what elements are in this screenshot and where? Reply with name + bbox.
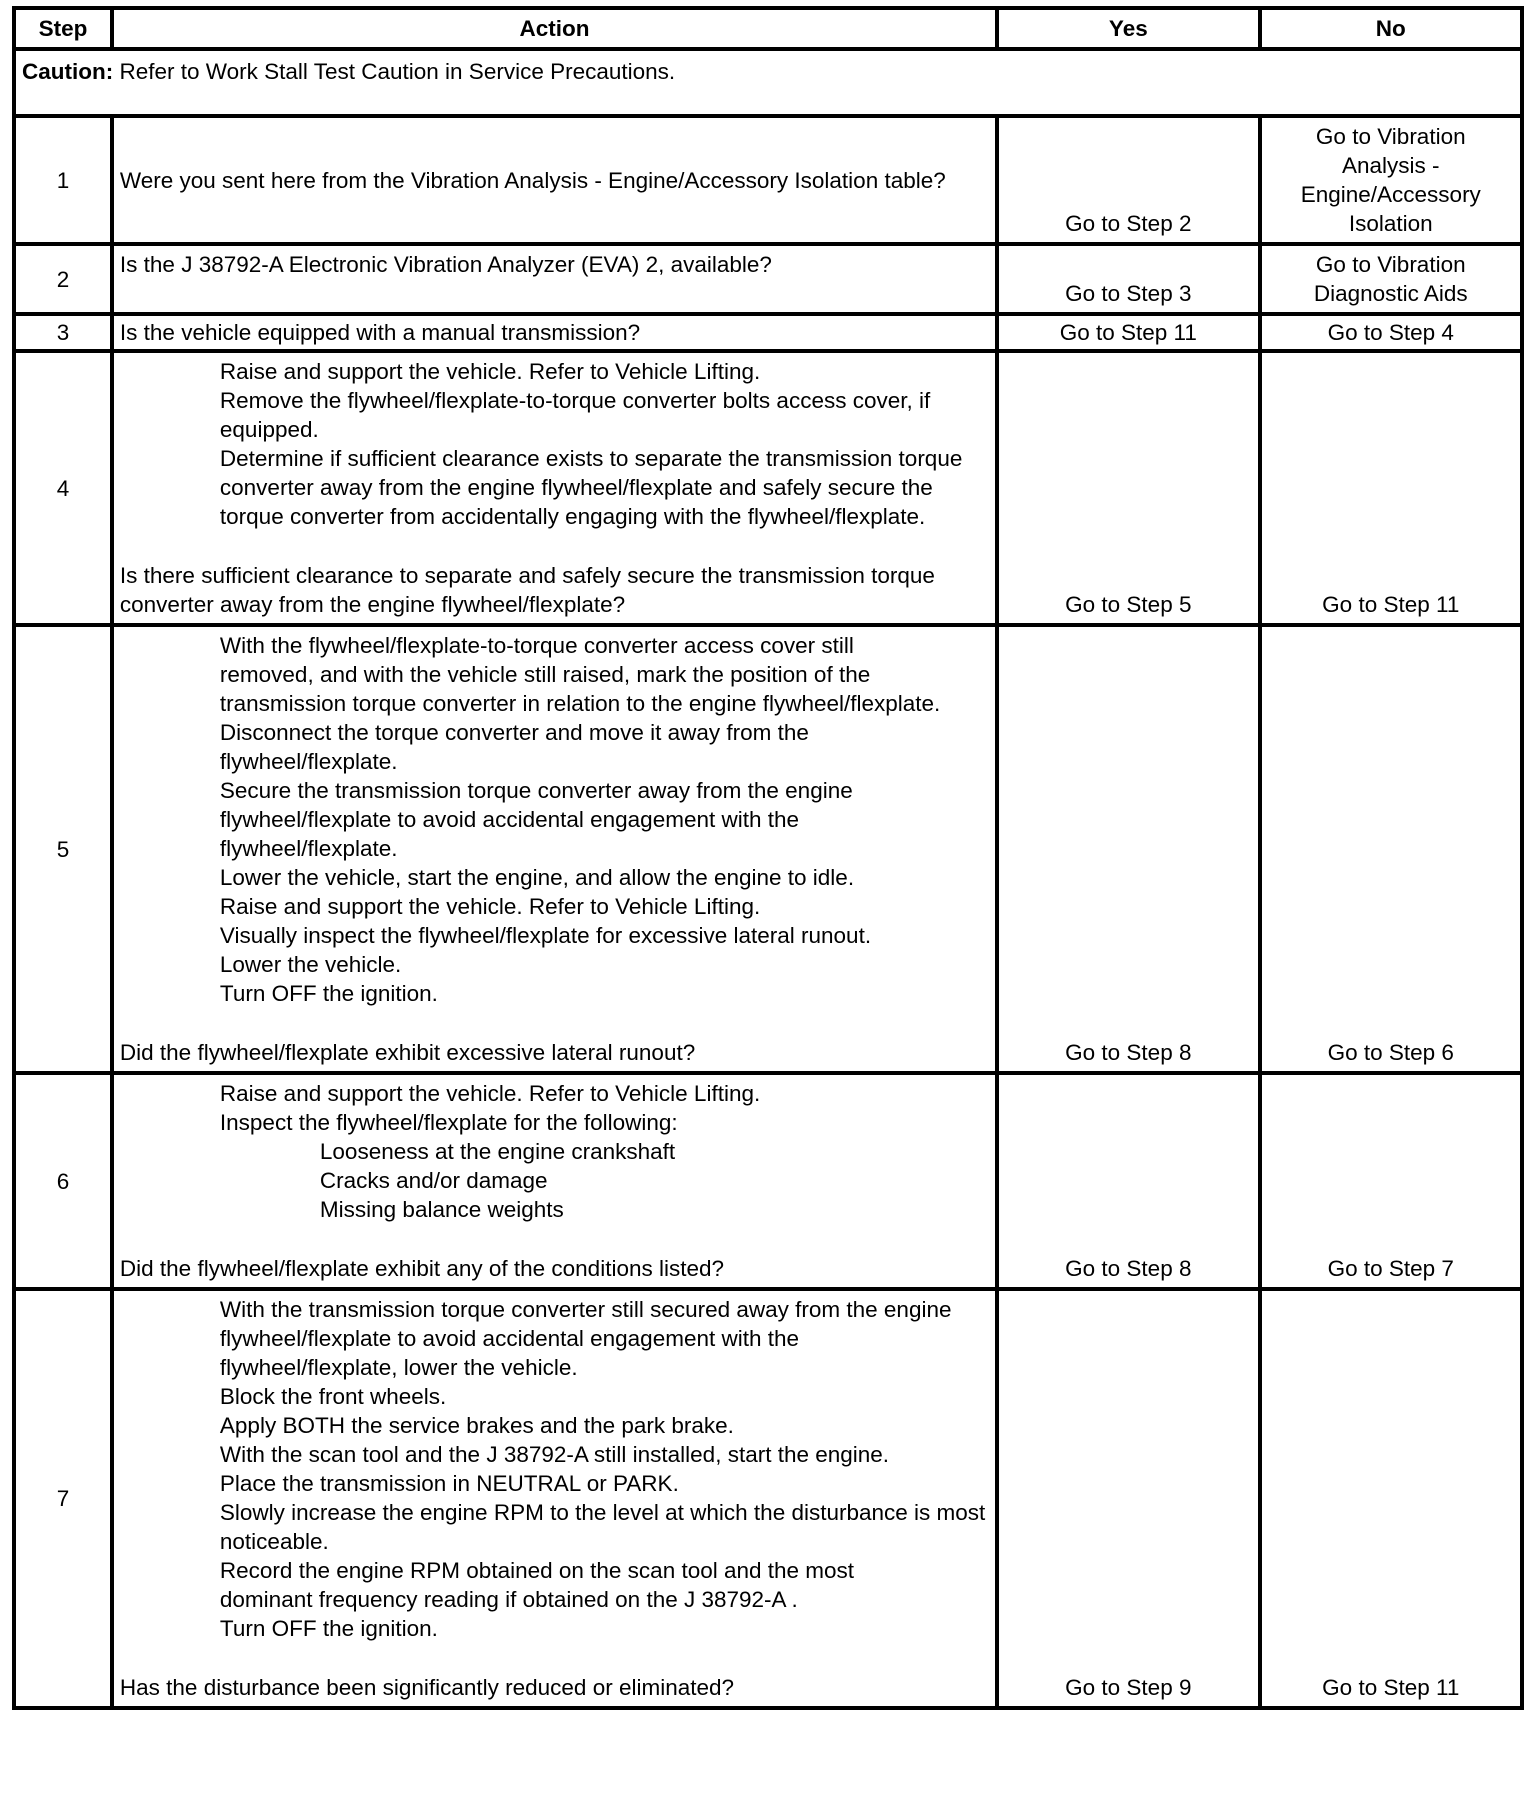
no-cell: Go to Step 11	[1260, 351, 1522, 625]
caution-row	[14, 49, 1522, 116]
instruction-item: Block the front wheels.	[219, 1384, 447, 1409]
instruction-item: Raise and support the vehicle. Refer to Vehicle Lifting.	[219, 894, 761, 919]
header-action: Action	[112, 8, 997, 49]
sub-item: Looseness at the engine crankshaft	[319, 1139, 676, 1164]
yes-cell: Go to Step 11	[997, 314, 1259, 351]
question-text: Did the flywheel/flexplate exhibit any of the conditions listed?	[119, 1256, 725, 1281]
instruction-item: With the flywheel/flexplate-to-torque converter access cover still removed, and with the vehicle still raised, mark the position of the transmission torque converter in relation to the engine flywheel/flexplate.	[219, 633, 941, 716]
action-cell	[112, 351, 997, 625]
action-cell	[112, 244, 997, 314]
header-step: Step	[14, 8, 112, 49]
sub-item: Cracks and/or damage	[319, 1168, 548, 1193]
instruction-item: Visually inspect the flywheel/flexplate for excessive lateral runout.	[219, 923, 872, 948]
yes-cell: Go to Step 3	[997, 244, 1259, 314]
caution-label: Caution:	[22, 59, 114, 84]
caution-text: Refer to Work Stall Test Caution in Service Precautions.	[113, 59, 676, 84]
action-cell	[112, 116, 997, 244]
table-row	[14, 1289, 1522, 1708]
caution-cell	[14, 49, 1522, 116]
instruction-item: With the transmission torque converter still secured away from the engine flywheel/flexplate to avoid accidental engagement with the flywheel/flexplate, lower the vehicle.	[219, 1297, 952, 1380]
yes-cell: Go to Step 8	[997, 1073, 1259, 1289]
action-cell	[112, 1289, 997, 1708]
instruction-item: Place the transmission in NEUTRAL or PARK.	[219, 1471, 679, 1496]
instruction-item: Turn OFF the ignition.	[219, 981, 438, 1006]
question-text: Is there sufficient clearance to separate and safely secure the transmission torque converter away from the engine flywheel/flexplate?	[119, 563, 935, 617]
action-cell	[112, 1073, 997, 1289]
table-row	[14, 116, 1522, 244]
question-text: Has the disturbance been significantly reduced or eliminated?	[119, 1675, 735, 1700]
no-cell: Go to Vibration Analysis - Engine/Accessory Isolation	[1260, 116, 1522, 244]
yes-cell: Go to Step 8	[997, 625, 1259, 1073]
table-row	[14, 314, 1522, 351]
question-text: Were you sent here from the Vibration Analysis - Engine/Accessory Isolation table?	[119, 167, 946, 193]
step-number: 1	[14, 116, 112, 244]
instruction-item: Slowly increase the engine RPM to the level at which the disturbance is most noticeable.	[219, 1500, 986, 1554]
table-row	[14, 625, 1522, 1073]
yes-cell: Go to Step 9	[997, 1289, 1259, 1708]
no-cell: Go to Vibration Diagnostic Aids	[1260, 244, 1522, 314]
action-cell	[112, 625, 997, 1073]
instruction-item: Secure the transmission torque converter away from the engine flywheel/flexplate to avoid accidental engagement with the flywheel/flexplate.	[219, 778, 853, 861]
diagnostic-table	[12, 6, 1524, 1710]
instruction-item: Determine if sufficient clearance exists to separate the transmission torque converter away from the engine flywheel/flexplate and safely secure the torque converter from accidentally engaging with the flywheel/flexplate.	[219, 446, 963, 529]
instruction-item: Inspect the flywheel/flexplate for the following:	[219, 1110, 678, 1135]
sub-item: Missing balance weights	[319, 1197, 564, 1222]
header-no: No	[1260, 8, 1522, 49]
action-cell	[112, 314, 997, 351]
step-number: 2	[14, 244, 112, 314]
instruction-item: Raise and support the vehicle. Refer to Vehicle Lifting.	[219, 359, 761, 384]
no-cell: Go to Step 6	[1260, 625, 1522, 1073]
header-row	[14, 8, 1522, 49]
instruction-item: Apply BOTH the service brakes and the park brake.	[219, 1413, 734, 1438]
no-cell: Go to Step 7	[1260, 1073, 1522, 1289]
instruction-item: Lower the vehicle.	[219, 952, 402, 977]
instruction-item: Remove the flywheel/flexplate-to-torque converter bolts access cover, if equipped.	[219, 388, 931, 442]
question-text: Is the J 38792-A Electronic Vibration Analyzer (EVA) 2, available?	[119, 252, 772, 277]
step-number: 3	[14, 314, 112, 351]
instruction-item: Record the engine RPM obtained on the scan tool and the most dominant frequency reading if obtained on the J 38792-A .	[219, 1558, 855, 1612]
step-number: 5	[14, 625, 112, 1073]
step-number: 6	[14, 1073, 112, 1289]
no-cell: Go to Step 11	[1260, 1289, 1522, 1708]
header-yes: Yes	[997, 8, 1259, 49]
diagnostic-table-document	[12, 6, 1524, 1710]
table-row	[14, 351, 1522, 625]
table-row	[14, 244, 1522, 314]
question-text: Is the vehicle equipped with a manual transmission?	[119, 320, 641, 345]
yes-cell: Go to Step 2	[997, 116, 1259, 244]
table-row	[14, 1073, 1522, 1289]
step-number: 4	[14, 351, 112, 625]
instruction-item: Turn OFF the ignition.	[219, 1616, 438, 1641]
no-cell: Go to Step 4	[1260, 314, 1522, 351]
step-number: 7	[14, 1289, 112, 1708]
instruction-item: With the scan tool and the J 38792-A still installed, start the engine.	[219, 1442, 890, 1467]
yes-cell: Go to Step 5	[997, 351, 1259, 625]
question-text: Did the flywheel/flexplate exhibit excessive lateral runout?	[119, 1040, 696, 1065]
instruction-item: Lower the vehicle, start the engine, and allow the engine to idle.	[219, 865, 855, 890]
instruction-item: Raise and support the vehicle. Refer to Vehicle Lifting.	[219, 1081, 761, 1106]
instruction-item: Disconnect the torque converter and move it away from the flywheel/flexplate.	[219, 720, 809, 774]
